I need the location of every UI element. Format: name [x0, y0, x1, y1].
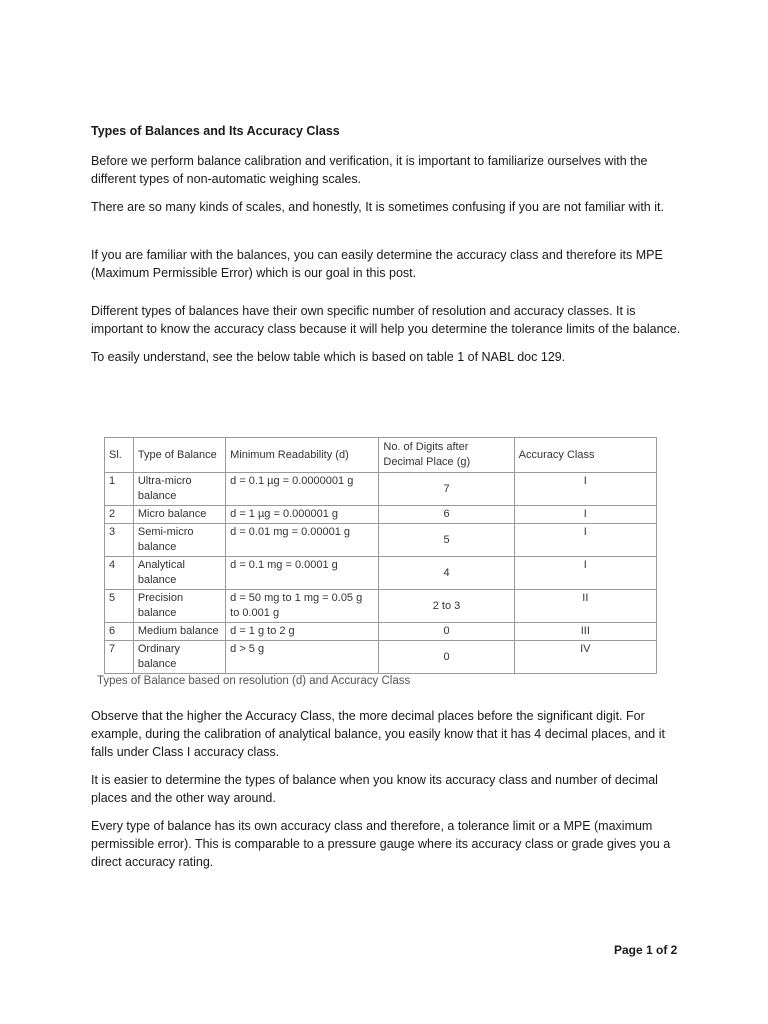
cell-type: Micro balance — [133, 506, 225, 524]
balance-types-table — [104, 437, 657, 674]
cell-digits: 5 — [379, 524, 514, 557]
cell-type: Precision balance — [133, 590, 225, 623]
table-row — [105, 524, 657, 557]
cell-type: Ordinary balance — [133, 641, 225, 674]
table-row — [105, 590, 657, 623]
cell-digits: 7 — [379, 473, 514, 506]
cell-sl: 1 — [105, 473, 134, 506]
cell-accuracy-class: III — [514, 623, 656, 641]
table-row — [105, 641, 657, 674]
header-type: Type of Balance — [133, 438, 225, 473]
table-header-row — [105, 438, 657, 473]
paragraph-observe: Observe that the higher the Accuracy Class, the more decimal places before the significant digit. For example, during the calibration of analytical balance, you easily know that it has 4 decimal places, and it falls under Class I accuracy class. — [91, 709, 665, 759]
cell-type: Medium balance — [133, 623, 225, 641]
cell-accuracy-class: IV — [514, 641, 656, 674]
cell-accuracy-class: II — [514, 590, 656, 623]
table-row — [105, 557, 657, 590]
cell-min-readability: d = 1 µg = 0.000001 g — [226, 506, 379, 524]
cell-type: Analytical balance — [133, 557, 225, 590]
cell-type: Semi-micro balance — [133, 524, 225, 557]
cell-min-readability: d > 5 g — [226, 641, 379, 674]
cell-sl: 3 — [105, 524, 134, 557]
cell-min-readability: d = 0.1 mg = 0.0001 g — [226, 557, 379, 590]
document-title: Types of Balances and Its Accuracy Class — [91, 124, 340, 138]
header-accuracy-class: Accuracy Class — [514, 438, 656, 473]
cell-sl: 6 — [105, 623, 134, 641]
cell-accuracy-class: I — [514, 557, 656, 590]
cell-min-readability: d = 0.1 µg = 0.0000001 g — [226, 473, 379, 506]
cell-sl: 7 — [105, 641, 134, 674]
paragraph-kinds: There are so many kinds of scales, and honestly, It is sometimes confusing if you are not familiar with it. — [91, 200, 664, 214]
header-sl: Sl. — [105, 438, 134, 473]
table-row — [105, 473, 657, 506]
cell-accuracy-class: I — [514, 473, 656, 506]
cell-sl: 4 — [105, 557, 134, 590]
cell-sl: 2 — [105, 506, 134, 524]
paragraph-easier: It is easier to determine the types of balance when you know its accuracy class and number of decimal places and the other way around. — [91, 773, 658, 805]
table-caption: Types of Balance based on resolution (d) and Accuracy Class — [97, 675, 411, 687]
paragraph-every-type: Every type of balance has its own accuracy class and therefore, a tolerance limit or a MPE (maximum permissible error). This is comparable to a pressure gauge where its accuracy class or grade gives you a direct accuracy rating. — [91, 819, 671, 869]
cell-digits: 0 — [379, 623, 514, 641]
cell-digits: 0 — [379, 641, 514, 674]
cell-min-readability: d = 1 g to 2 g — [226, 623, 379, 641]
header-min-readability: Minimum Readability (d) — [226, 438, 379, 473]
document-body-top — [91, 122, 681, 376]
balance-table-container — [104, 437, 657, 674]
cell-min-readability: d = 0.01 mg = 0.00001 g — [226, 524, 379, 557]
header-digits: No. of Digits after Decimal Place (g) — [379, 438, 514, 473]
page-number: Page 1 of 2 — [614, 943, 678, 957]
paragraph-table-intro: To easily understand, see the below table which is based on table 1 of NABL doc 129. — [91, 350, 566, 364]
cell-accuracy-class: I — [514, 524, 656, 557]
cell-sl: 5 — [105, 590, 134, 623]
cell-digits: 4 — [379, 557, 514, 590]
cell-type: Ultra-micro balance — [133, 473, 225, 506]
paragraph-different-types: Different types of balances have their own specific number of resolution and accuracy classes. It is important to know the accuracy class because it will help you determine the tolerance limits of the balance. — [91, 304, 681, 336]
table-row — [105, 623, 657, 641]
paragraph-intro: Before we perform balance calibration and verification, it is important to familiarize ourselves with the different types of non-automatic weighing scales. — [91, 154, 648, 186]
cell-min-readability: d = 50 mg to 1 mg = 0.05 g to 0.001 g — [226, 590, 379, 623]
paragraph-familiar: If you are familiar with the balances, you can easily determine the accuracy class and therefore its MPE (Maximum Permissible Error) which is our goal in this post. — [91, 248, 663, 280]
document-body-bottom — [91, 707, 681, 881]
cell-digits: 2 to 3 — [379, 590, 514, 623]
cell-digits: 6 — [379, 506, 514, 524]
table-row — [105, 506, 657, 524]
cell-accuracy-class: I — [514, 506, 656, 524]
